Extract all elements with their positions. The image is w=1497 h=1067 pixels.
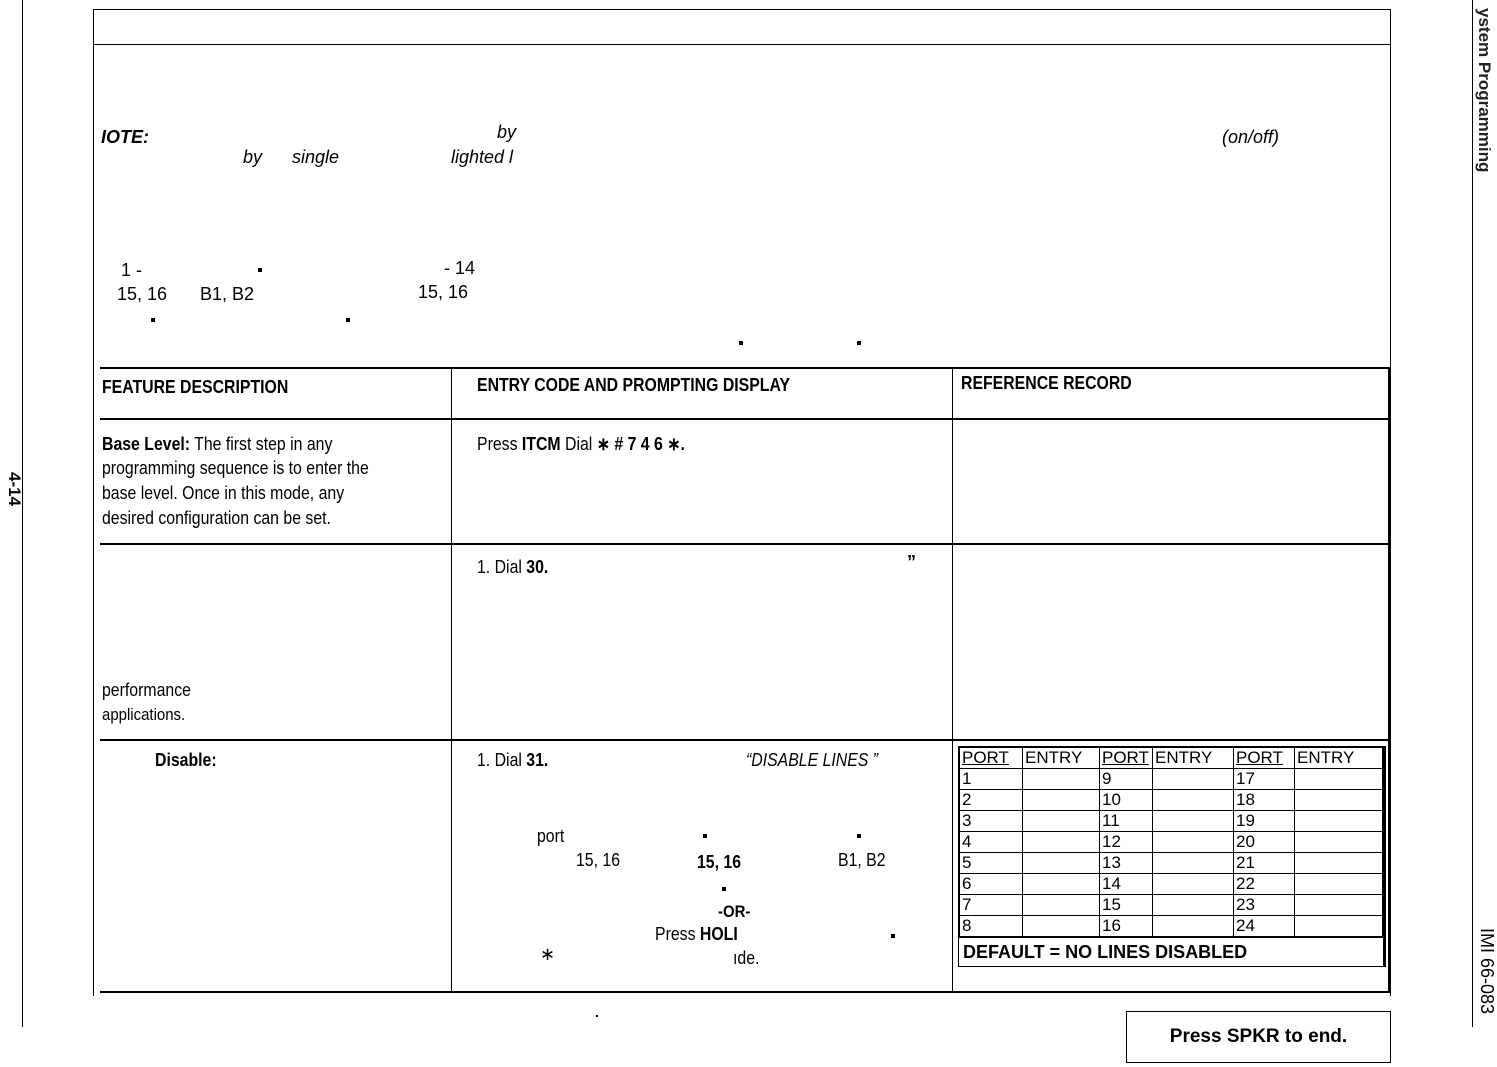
row3-entry-mode: ıde. <box>733 948 760 968</box>
row3-feature-disable: Disable: <box>155 750 217 770</box>
note-word-by: by <box>497 122 517 142</box>
base-level-text: The first step in any <box>190 434 333 454</box>
row2-bottom-rule <box>100 739 1390 741</box>
row3-entry-ports-a: 15, 16 <box>576 850 621 870</box>
footer-speck <box>596 1015 598 1017</box>
entry-cell[interactable] <box>1153 811 1234 832</box>
port-number: 14 <box>1100 874 1153 895</box>
base-level-code: ∗ # 7 4 6 ∗. <box>596 434 685 454</box>
entry-cell[interactable] <box>1295 916 1383 937</box>
disable-lines-record-grid <box>958 746 1386 967</box>
row3-bullet <box>703 834 707 838</box>
table-row <box>960 832 1383 853</box>
right-margin-title: ystem Programming <box>1475 8 1494 173</box>
entry-cell[interactable] <box>1295 811 1383 832</box>
right-margin-rule <box>1472 0 1473 1027</box>
entry-cell[interactable] <box>1153 853 1234 874</box>
port-entry-table <box>959 747 1383 937</box>
note-word-single: single <box>292 147 340 167</box>
entry-cell[interactable] <box>1023 811 1100 832</box>
port-number: 10 <box>1100 790 1153 811</box>
left-margin-rule <box>22 0 23 1027</box>
row3-entry-ports-b: 15, 16 <box>697 852 742 872</box>
port-number: 15 <box>1100 895 1153 916</box>
table-bottom-rule <box>100 991 1390 993</box>
row3-entry-step1 <box>477 750 548 771</box>
entry-cell[interactable] <box>1023 769 1100 790</box>
note-word-by-2: by <box>243 147 263 167</box>
header-feature-description: FEATURE DESCRIPTION <box>102 377 289 397</box>
end-instruction: Press SPKR to end. <box>1169 1026 1348 1047</box>
entry-cell[interactable] <box>1295 790 1383 811</box>
entry-cell[interactable] <box>1023 874 1100 895</box>
grid-header-entry: ENTRY <box>1023 748 1100 769</box>
intro-range-end: - 14 <box>444 258 476 278</box>
port-number: 12 <box>1100 832 1153 853</box>
port-number: 22 <box>1234 874 1295 895</box>
grid-header-entry: ENTRY <box>1295 748 1383 769</box>
entry-cell[interactable] <box>1295 895 1383 916</box>
hold-key: HOLI <box>699 924 738 944</box>
port-number: 19 <box>1234 811 1295 832</box>
row1-feature-line1 <box>102 434 332 455</box>
entry-cell[interactable] <box>1153 916 1234 937</box>
column-divider-2 <box>952 367 953 992</box>
header-reference-record: REFERENCE RECORD <box>961 373 1132 393</box>
table-right-edge <box>1388 367 1390 992</box>
table-row <box>960 811 1383 832</box>
row2-feature-line2: applications. <box>102 705 186 724</box>
port-number: 8 <box>960 916 1023 937</box>
entry-cell[interactable] <box>1023 895 1100 916</box>
port-number: 11 <box>1100 811 1153 832</box>
table-row <box>960 790 1383 811</box>
table-row <box>960 769 1383 790</box>
note-label: IOTE: <box>101 127 149 147</box>
row3-bullet <box>857 834 861 838</box>
intro-range-start: 1 - <box>121 260 143 280</box>
page-number-left: 4-14 <box>5 472 24 507</box>
port-number: 9 <box>1100 769 1153 790</box>
port-number: 13 <box>1100 853 1153 874</box>
note-word-onoff: (on/off) <box>1222 127 1280 147</box>
port-number: 16 <box>1100 916 1153 937</box>
port-number: 7 <box>960 895 1023 916</box>
table-row <box>960 895 1383 916</box>
press-spkr-to-end-box <box>1126 1011 1391 1063</box>
port-number: 1 <box>960 769 1023 790</box>
port-number: 18 <box>1234 790 1295 811</box>
port-number: 20 <box>1234 832 1295 853</box>
row3-entry-or: -OR- <box>718 902 751 921</box>
row2-entry-step: 1. Dial <box>477 557 527 577</box>
intro-ports-c: 15, 16 <box>418 282 469 302</box>
itcm-key: ITCM <box>521 434 561 454</box>
row3-entry-port: port <box>537 826 565 846</box>
column-divider-1 <box>451 367 452 992</box>
entry-cell[interactable] <box>1295 769 1383 790</box>
port-number: 21 <box>1234 853 1295 874</box>
entry-cell[interactable] <box>1153 769 1234 790</box>
table-row <box>960 853 1383 874</box>
entry-cell[interactable] <box>1023 832 1100 853</box>
port-number: 3 <box>960 811 1023 832</box>
port-number: 17 <box>1234 769 1295 790</box>
disable-lines-display: “DISABLE LINES ” <box>746 750 879 770</box>
entry-cell[interactable] <box>1023 853 1100 874</box>
entry-cell[interactable] <box>1295 874 1383 895</box>
row3-entry-code: 31. <box>526 750 549 770</box>
intro-ports-a: 15, 16 <box>117 284 168 304</box>
entry-cell[interactable] <box>1023 916 1100 937</box>
row1-feature-line4: desired configuration can be set. <box>102 508 331 528</box>
entry-cell[interactable] <box>1295 853 1383 874</box>
row2-entry-code: 30. <box>526 557 549 577</box>
intro-ports-b: B1, B2 <box>200 284 255 304</box>
table-row <box>960 916 1383 937</box>
row1-entry-press: Press <box>477 434 522 454</box>
row3-entry-star: ∗ <box>540 944 556 964</box>
default-setting-note: DEFAULT = NO LINES DISABLED <box>959 937 1383 966</box>
row3-bullet <box>722 887 726 891</box>
note-word-lighted: lighted l <box>451 147 514 167</box>
row1-feature-line3: base level. Once in this mode, any <box>102 483 345 503</box>
grid-header-port: PORT <box>960 748 1023 769</box>
row1-entry-dial: Dial <box>560 434 597 454</box>
row3-entry-step: 1. Dial <box>477 750 527 770</box>
port-number: 5 <box>960 853 1023 874</box>
intro-bullet <box>857 341 861 345</box>
intro-bullet <box>346 318 350 322</box>
intro-bullet <box>151 318 155 322</box>
port-number: 4 <box>960 832 1023 853</box>
row3-entry-ports-c: B1, B2 <box>838 850 886 870</box>
right-margin-doc-number: IMI 66-083 <box>1477 928 1497 1015</box>
intro-bullet <box>258 268 262 272</box>
intro-bullet <box>739 341 743 345</box>
grid-header-port: PORT <box>1234 748 1295 769</box>
port-number: 23 <box>1234 895 1295 916</box>
title-bar-rule <box>93 44 1390 45</box>
entry-cell[interactable] <box>1023 790 1100 811</box>
port-number: 2 <box>960 790 1023 811</box>
row2-entry <box>477 557 548 578</box>
entry-cell[interactable] <box>1153 874 1234 895</box>
grid-header-entry: ENTRY <box>1153 748 1234 769</box>
entry-cell[interactable] <box>1295 832 1383 853</box>
row3-bullet <box>891 934 895 938</box>
row3-entry-press <box>655 924 738 945</box>
header-bottom-rule <box>100 418 1390 420</box>
row1-feature-line2: programming sequence is to enter the <box>102 458 369 478</box>
table-top-rule <box>100 367 1390 369</box>
row2-feature-line1: performance <box>102 680 191 700</box>
row2-entry-quote: ” <box>907 552 916 572</box>
port-number: 24 <box>1234 916 1295 937</box>
grid-header-port: PORT <box>1100 748 1153 769</box>
entry-cell[interactable] <box>1153 790 1234 811</box>
row1-entry <box>477 434 685 455</box>
entry-cell[interactable] <box>1153 832 1234 853</box>
table-row <box>960 874 1383 895</box>
row3-press-text: Press <box>655 924 700 944</box>
row1-bottom-rule <box>100 543 1390 545</box>
port-number: 6 <box>960 874 1023 895</box>
grid-header-row <box>960 748 1383 769</box>
base-level-label: Base Level: <box>102 434 191 454</box>
entry-cell[interactable] <box>1153 895 1234 916</box>
header-entry-code: ENTRY CODE AND PROMPTING DISPLAY <box>477 375 791 395</box>
